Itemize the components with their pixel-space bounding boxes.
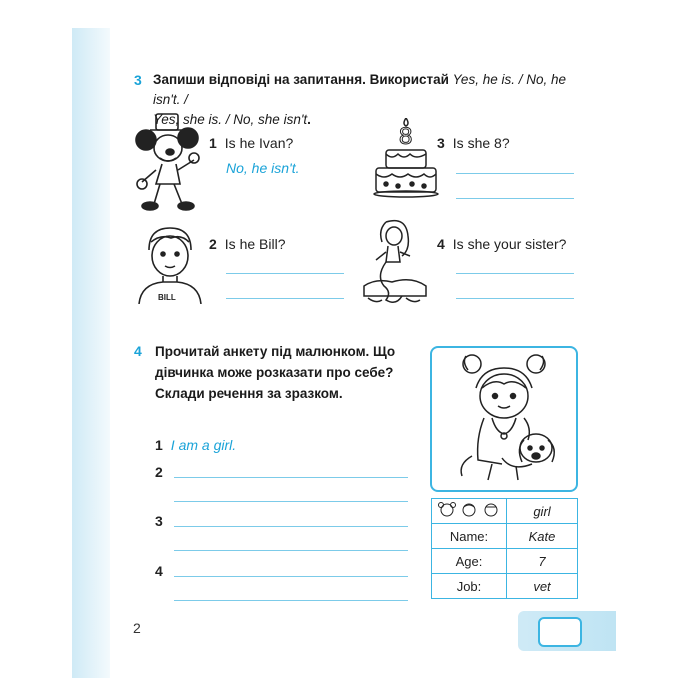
sentence-4-number: 4 [155,563,163,579]
sentence-4-number-wrap [155,563,171,579]
question-4-text: Is she your sister? [452,236,567,252]
answer-line-4a[interactable] [456,273,574,274]
sentence-3-number: 3 [155,513,163,529]
sentence-3-number-wrap [155,513,171,529]
answer-line-3a[interactable] [456,173,574,174]
girl-info-table [431,498,578,599]
cake-candle-number: 8 [399,123,413,150]
answer-1: No, he isn't. [226,160,300,176]
table-row [432,524,578,549]
question-1-number: 1 [209,135,217,151]
exercise-3-number: 3 [134,72,142,88]
table-value-age: 7 [507,549,578,574]
table-key-job: Job: [432,574,507,599]
table-row [432,549,578,574]
table-value-name: Kate [507,524,578,549]
table-value-job: vet [507,574,578,599]
mouse-character-illustration [132,112,204,212]
instruction-examples-2: Yes, she is. / No, she isn't [153,112,308,127]
table-row [432,574,578,599]
sentence-line-4b[interactable] [174,600,408,601]
table-key-age: Age: [432,549,507,574]
instruction-examples-1: Yes, he is. / No, he isn't. / [153,72,566,107]
answer-line-2a[interactable] [226,273,344,274]
mermaid-illustration [356,216,432,308]
ex4-instruction-line-3: Склади речення за зразком. [155,386,343,401]
sentence-line-4a[interactable] [174,576,408,577]
question-3 [437,135,510,151]
question-3-number: 3 [437,135,445,151]
answer-line-3b[interactable] [456,198,574,199]
faces-icon [437,501,501,519]
instruction-end: . [307,112,311,127]
table-value-type: girl [507,499,578,524]
question-2-number: 2 [209,236,217,252]
sentence-1-text: I am a girl. [170,437,237,453]
question-1-text: Is he Ivan? [224,135,294,151]
question-1 [209,135,293,151]
question-3-text: Is she 8? [452,135,510,151]
page-number: 2 [133,620,141,636]
exercise-4-number: 4 [134,343,142,359]
sentence-2-number: 2 [155,464,163,480]
sentence-1-number: 1 [155,437,163,453]
sentence-line-2b[interactable] [174,501,408,502]
question-4 [437,236,566,252]
sentence-line-3a[interactable] [174,526,408,527]
table-row [432,499,578,524]
girl-with-dog-illustration [432,348,576,490]
question-4-number: 4 [437,236,445,252]
ex4-instruction-line-1: Прочитай анкету під малюнком. Що [155,344,396,359]
score-box[interactable] [538,617,582,647]
sentence-line-2a[interactable] [174,477,408,478]
answer-line-2b[interactable] [226,298,344,299]
sentence-2-number-wrap [155,464,171,480]
sentence-line-3b[interactable] [174,550,408,551]
question-2-text: Is he Bill? [224,236,286,252]
girl-with-dog-card [430,346,578,492]
exercise-4-instruction [155,341,415,404]
ex4-instruction-line-2: дівчинка може розказати про себе? [155,365,394,380]
table-cell-faces [432,499,507,524]
sentence-1 [155,437,236,453]
birthday-cake-illustration [372,118,440,198]
table-key-name: Name: [432,524,507,549]
question-2 [209,236,286,252]
shirt-text: BILL [158,293,176,302]
instruction-text: Запиши відповіді на запитання. Використай [153,72,453,87]
answer-line-4b[interactable] [456,298,574,299]
boy-bill-illustration [135,224,205,304]
